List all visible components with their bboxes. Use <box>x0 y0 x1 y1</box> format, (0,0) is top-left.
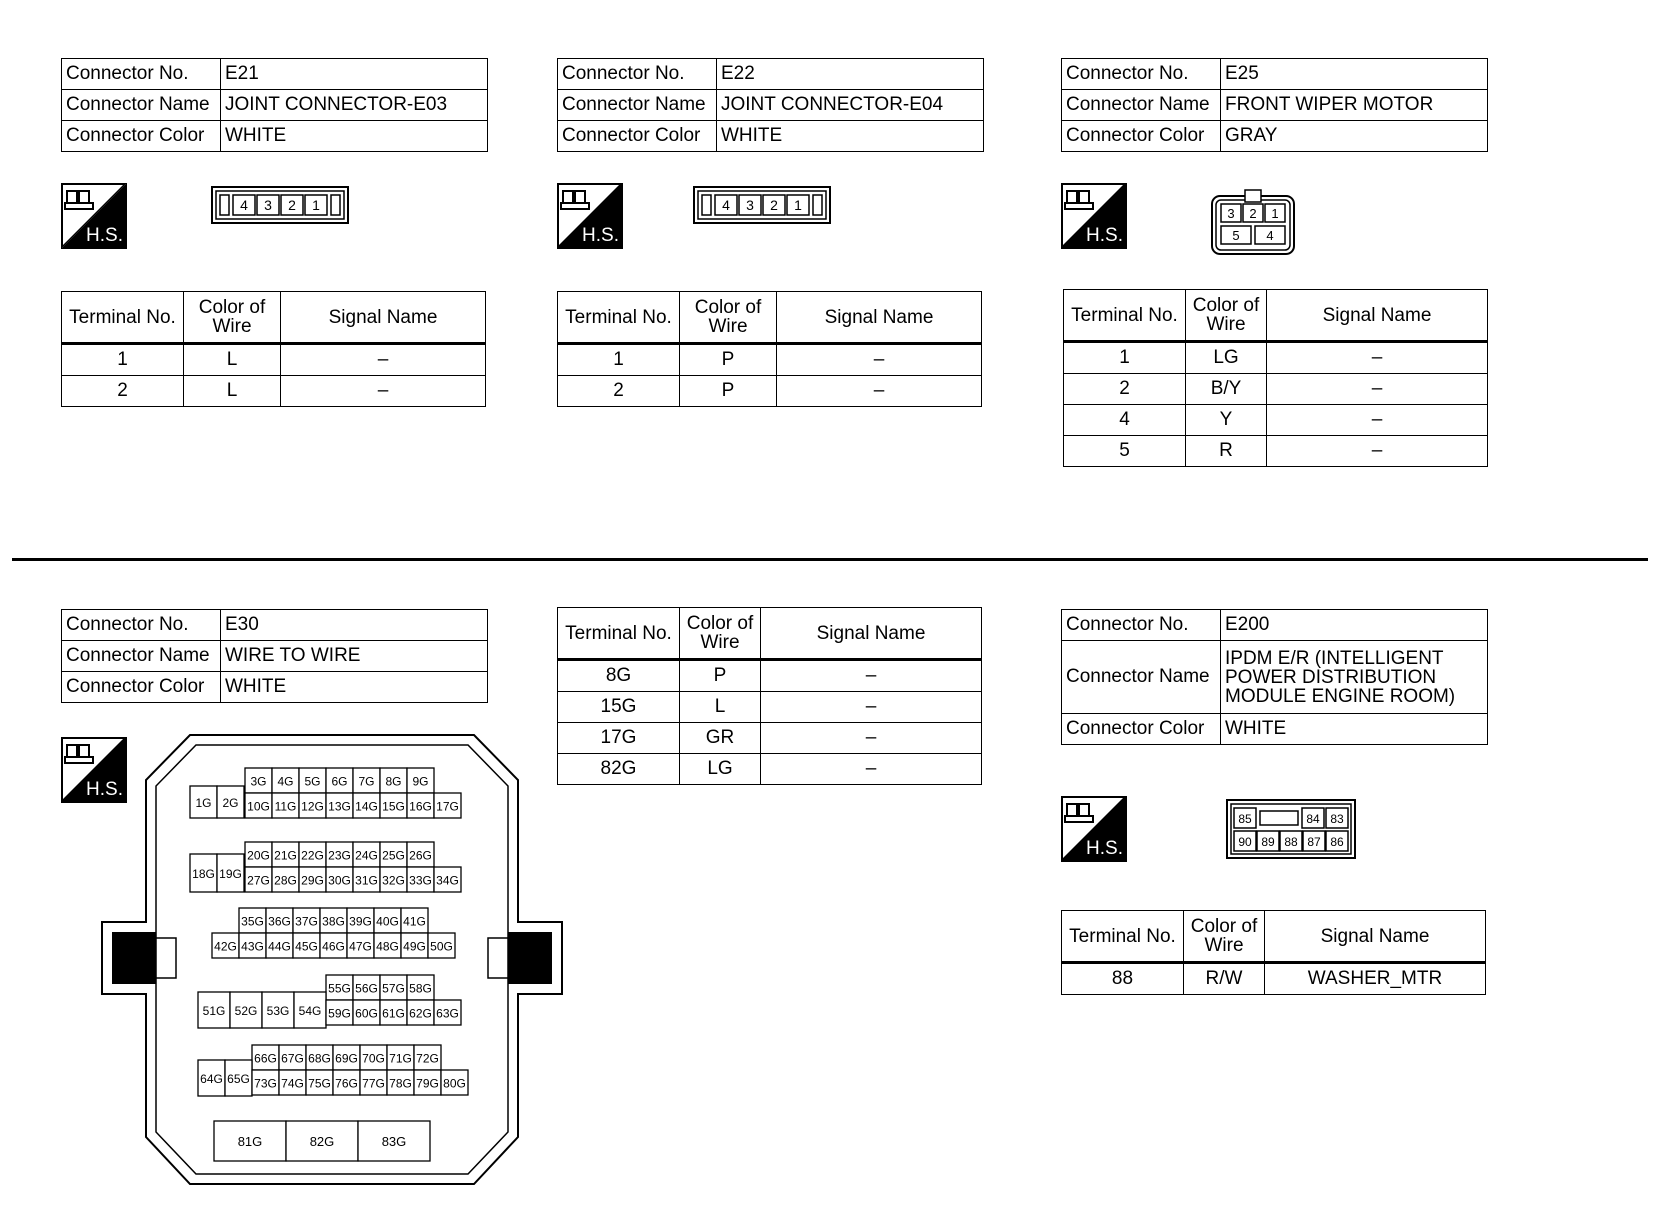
terminal: 1 <box>1064 342 1186 374</box>
e25-connector-face <box>1210 188 1296 256</box>
pin: 4 <box>722 197 730 213</box>
signal: WASHER_MTR <box>1265 963 1486 995</box>
pin-label: 58G <box>409 981 432 996</box>
col-color-l2: Wire <box>1206 314 1246 335</box>
pin-label: 59G <box>328 1006 351 1021</box>
table-row <box>558 754 982 785</box>
table-row <box>1062 963 1486 995</box>
label: Connector Color <box>1062 714 1221 745</box>
e30-connector-face <box>100 732 564 1188</box>
pin-label: 81G <box>237 1134 263 1149</box>
wire-color: R <box>1186 436 1267 467</box>
pin-label: 76G <box>335 1076 358 1091</box>
pin: 88 <box>1284 835 1298 849</box>
terminal: 8G <box>558 660 680 692</box>
e22-info-table <box>557 58 984 152</box>
label: Connector No. <box>1062 59 1221 90</box>
pin-label: 79G <box>416 1076 439 1091</box>
pin-label: 10G <box>247 799 270 814</box>
e21-terminal-table <box>61 291 486 407</box>
col-color <box>184 292 281 344</box>
label: Connector No. <box>558 59 717 90</box>
e22-name: JOINT CONNECTOR-E04 <box>717 90 984 121</box>
pin-label: 5G <box>304 774 321 789</box>
label: Connector Color <box>1062 121 1221 152</box>
pin-label: 18G <box>192 867 215 881</box>
signal: – <box>281 344 486 376</box>
pin-label: 28G <box>274 873 297 888</box>
signal: – <box>761 692 982 723</box>
wire-color: P <box>680 344 777 376</box>
harness-side-icon <box>61 183 127 249</box>
table-row <box>1064 342 1488 374</box>
wire-color: R/W <box>1184 963 1265 995</box>
terminal: 2 <box>558 376 680 407</box>
pin-label: 7G <box>358 774 375 789</box>
e200-name-line: MODULE ENGINE ROOM) <box>1225 685 1456 707</box>
pin-label: 63G <box>436 1006 459 1021</box>
e21-color: WHITE <box>221 121 488 152</box>
pin-label: 38G <box>322 914 345 929</box>
label: Connector No. <box>62 610 221 641</box>
pin: 89 <box>1261 835 1275 849</box>
label: Connector No. <box>1062 610 1221 641</box>
table-row <box>558 660 982 692</box>
wire-color: L <box>680 692 761 723</box>
e25-no: E25 <box>1221 59 1488 90</box>
signal: – <box>1267 374 1488 405</box>
col-terminal: Terminal No. <box>558 608 680 660</box>
pin: 1 <box>794 197 802 213</box>
e30-color: WHITE <box>221 672 488 703</box>
pin-label: 8G <box>385 774 402 789</box>
e200-color: WHITE <box>1221 714 1488 745</box>
harness-side-icon <box>557 183 623 249</box>
label: Connector Name <box>558 90 717 121</box>
pin-label: 62G <box>409 1006 432 1021</box>
pin-label: 9G <box>412 774 429 789</box>
pin-label: 54G <box>298 1004 322 1018</box>
pin-label: 67G <box>281 1051 304 1066</box>
pin-label: 19G <box>219 867 242 881</box>
hs-label: H.S. <box>582 225 619 246</box>
harness-side-icon <box>1061 183 1127 249</box>
pin-label: 22G <box>301 848 324 863</box>
e22-connector-face <box>693 186 831 224</box>
e25-info-table <box>1061 58 1488 152</box>
pin-label: 1G <box>195 796 212 810</box>
signal: – <box>777 344 982 376</box>
pin-label: 34G <box>436 873 459 888</box>
pin-label: 56G <box>355 981 378 996</box>
pin: 4 <box>240 197 248 213</box>
pin-label: 74G <box>281 1076 304 1091</box>
col-color-l2: Wire <box>700 632 740 653</box>
pin-label: 47G <box>349 939 372 954</box>
pin-label: 72G <box>416 1051 439 1066</box>
pin: 87 <box>1307 835 1321 849</box>
pin: 5 <box>1232 228 1240 243</box>
e200-name-line: POWER DISTRIBUTION <box>1225 666 1437 688</box>
pin-label: 48G <box>376 939 399 954</box>
col-color <box>680 292 777 344</box>
col-color-l1: Color of <box>1192 295 1260 316</box>
label: Connector Color <box>62 121 221 152</box>
pin-label: 4G <box>277 774 294 789</box>
hs-label: H.S. <box>86 225 123 246</box>
label: Connector Name <box>62 641 221 672</box>
e21-info-table <box>61 58 488 152</box>
pin-label: 36G <box>268 914 291 929</box>
pin-label: 82G <box>309 1134 335 1149</box>
pin-label: 40G <box>376 914 399 929</box>
pin-label: 68G <box>308 1051 331 1066</box>
pin-label: 30G <box>328 873 351 888</box>
col-color-l1: Color of <box>694 297 762 318</box>
e22-no: E22 <box>717 59 984 90</box>
pin-label: 57G <box>382 981 405 996</box>
e30-no: E30 <box>221 610 488 641</box>
label: Connector Name <box>1062 90 1221 121</box>
pin-label: 37G <box>295 914 318 929</box>
col-signal: Signal Name <box>777 292 982 344</box>
table-row <box>558 344 982 376</box>
pin-label: 66G <box>254 1051 277 1066</box>
col-color-l1: Color of <box>1190 916 1258 937</box>
pin-label: 83G <box>381 1134 407 1149</box>
terminal: 2 <box>1064 374 1186 405</box>
e200-no: E200 <box>1221 610 1488 641</box>
signal: – <box>761 754 982 785</box>
e21-name: JOINT CONNECTOR-E03 <box>221 90 488 121</box>
hs-label: H.S. <box>1086 838 1123 859</box>
pin-label: 51G <box>202 1004 226 1018</box>
wire-color: P <box>680 660 761 692</box>
signal: – <box>281 376 486 407</box>
label: Connector Color <box>558 121 717 152</box>
pin-label: 27G <box>247 873 270 888</box>
col-color-l2: Wire <box>212 316 252 337</box>
pin-label: 20G <box>247 848 270 863</box>
pin-label: 60G <box>355 1006 378 1021</box>
e200-name-line: IPDM E/R (INTELLIGENT <box>1225 647 1444 669</box>
pin-label: 14G <box>355 799 378 814</box>
signal: – <box>1267 436 1488 467</box>
pin: 2 <box>770 197 778 213</box>
pin-label: 32G <box>382 873 405 888</box>
e30-terminal-table <box>557 607 982 785</box>
pin: 4 <box>1266 228 1274 243</box>
col-signal: Signal Name <box>1267 290 1488 342</box>
e21-connector-face <box>211 186 349 224</box>
pin-label: 11G <box>274 799 297 814</box>
pin: 2 <box>1249 206 1257 221</box>
pin-label: 35G <box>241 914 264 929</box>
e200-info-table <box>1061 609 1488 745</box>
e200-name <box>1221 641 1488 714</box>
wire-color: LG <box>1186 342 1267 374</box>
pin-label: 2G <box>222 796 239 810</box>
pin-label: 16G <box>409 799 432 814</box>
col-color-l1: Color of <box>686 613 754 634</box>
e22-color: WHITE <box>717 121 984 152</box>
pin: 84 <box>1306 812 1320 826</box>
col-color-l2: Wire <box>1204 935 1244 956</box>
table-row <box>1064 436 1488 467</box>
terminal: 2 <box>62 376 184 407</box>
terminal: 5 <box>1064 436 1186 467</box>
pin-label: 21G <box>274 848 297 863</box>
pin-label: 23G <box>328 848 351 863</box>
pin-label: 33G <box>409 873 432 888</box>
e25-terminal-table <box>1063 289 1488 467</box>
table-row <box>62 376 486 407</box>
signal: – <box>761 723 982 754</box>
pin-label: 13G <box>328 799 351 814</box>
pin: 85 <box>1238 812 1252 826</box>
e25-name: FRONT WIPER MOTOR <box>1221 90 1488 121</box>
wire-color: L <box>184 376 281 407</box>
pin-label: 12G <box>301 799 324 814</box>
pin: 1 <box>1271 206 1279 221</box>
pin: 86 <box>1330 835 1344 849</box>
wire-color: GR <box>680 723 761 754</box>
e200-terminal-table <box>1061 910 1486 995</box>
signal: – <box>1267 342 1488 374</box>
col-color-l2: Wire <box>708 316 748 337</box>
e25-color: GRAY <box>1221 121 1488 152</box>
col-terminal: Terminal No. <box>1064 290 1186 342</box>
pin: 2 <box>288 197 296 213</box>
pin-label: 25G <box>382 848 405 863</box>
pin-label: 26G <box>409 848 432 863</box>
table-row <box>62 344 486 376</box>
wire-color: B/Y <box>1186 374 1267 405</box>
pin-label: 78G <box>389 1076 412 1091</box>
col-terminal: Terminal No. <box>558 292 680 344</box>
e21-no: E21 <box>221 59 488 90</box>
pin: 3 <box>746 197 754 213</box>
label: Connector Name <box>62 90 221 121</box>
pin-label: 29G <box>301 873 324 888</box>
pin-label: 75G <box>308 1076 331 1091</box>
col-color-l1: Color of <box>198 297 266 318</box>
pin: 3 <box>264 197 272 213</box>
pin-label: 77G <box>362 1076 385 1091</box>
terminal: 82G <box>558 754 680 785</box>
col-color <box>1186 290 1267 342</box>
col-signal: Signal Name <box>281 292 486 344</box>
pin-label: 49G <box>403 939 426 954</box>
col-signal: Signal Name <box>761 608 982 660</box>
pin-label: 42G <box>214 939 237 954</box>
col-color <box>1184 911 1265 963</box>
pin-label: 52G <box>234 1004 258 1018</box>
col-terminal: Terminal No. <box>62 292 184 344</box>
e22-terminal-table <box>557 291 982 407</box>
pin-label: 31G <box>355 873 378 888</box>
pin-label: 41G <box>403 914 426 929</box>
wire-color: L <box>184 344 281 376</box>
col-color <box>680 608 761 660</box>
terminal: 1 <box>62 344 184 376</box>
terminal: 17G <box>558 723 680 754</box>
table-row <box>1064 374 1488 405</box>
section-divider <box>12 558 1648 561</box>
hs-label: H.S. <box>86 779 123 800</box>
pin-label: 71G <box>389 1051 412 1066</box>
e200-connector-face <box>1226 799 1356 859</box>
pin-label: 55G <box>328 981 351 996</box>
col-signal: Signal Name <box>1265 911 1486 963</box>
pin-label: 46G <box>322 939 345 954</box>
terminal: 15G <box>558 692 680 723</box>
pin-label: 70G <box>362 1051 385 1066</box>
col-terminal: Terminal No. <box>1062 911 1184 963</box>
label: Connector Color <box>62 672 221 703</box>
pin-label: 64G <box>200 1072 223 1086</box>
pin-label: 45G <box>295 939 318 954</box>
e30-name: WIRE TO WIRE <box>221 641 488 672</box>
table-row <box>1064 405 1488 436</box>
terminal: 88 <box>1062 963 1184 995</box>
pin-label: 69G <box>335 1051 358 1066</box>
hs-label: H.S. <box>1086 225 1123 246</box>
pin-label: 3G <box>250 774 267 789</box>
terminal: 4 <box>1064 405 1186 436</box>
pin: 90 <box>1238 835 1252 849</box>
label: Connector No. <box>62 59 221 90</box>
table-row <box>558 723 982 754</box>
signal: – <box>777 376 982 407</box>
table-row <box>558 692 982 723</box>
e30-info-table <box>61 609 488 703</box>
wire-color: P <box>680 376 777 407</box>
pin-label: 80G <box>443 1076 466 1091</box>
signal: – <box>761 660 982 692</box>
pin-label: 73G <box>254 1076 277 1091</box>
pin-label: 50G <box>430 939 453 954</box>
pin: 3 <box>1227 206 1235 221</box>
pin-label: 24G <box>355 848 378 863</box>
signal: – <box>1267 405 1488 436</box>
pin-label: 65G <box>227 1072 250 1086</box>
wire-color: Y <box>1186 405 1267 436</box>
pin-label: 61G <box>382 1006 405 1021</box>
label: Connector Name <box>1062 641 1221 714</box>
table-row <box>558 376 982 407</box>
terminal: 1 <box>558 344 680 376</box>
pin-label: 43G <box>241 939 264 954</box>
harness-side-icon <box>1061 796 1127 862</box>
pin-label: 17G <box>436 799 459 814</box>
wire-color: LG <box>680 754 761 785</box>
pin: 83 <box>1330 812 1344 826</box>
pin-label: 6G <box>331 774 348 789</box>
pin-label: 53G <box>266 1004 290 1018</box>
pin-label: 39G <box>349 914 372 929</box>
pin-label: 15G <box>382 799 405 814</box>
pin-label: 44G <box>268 939 291 954</box>
pin: 1 <box>312 197 320 213</box>
